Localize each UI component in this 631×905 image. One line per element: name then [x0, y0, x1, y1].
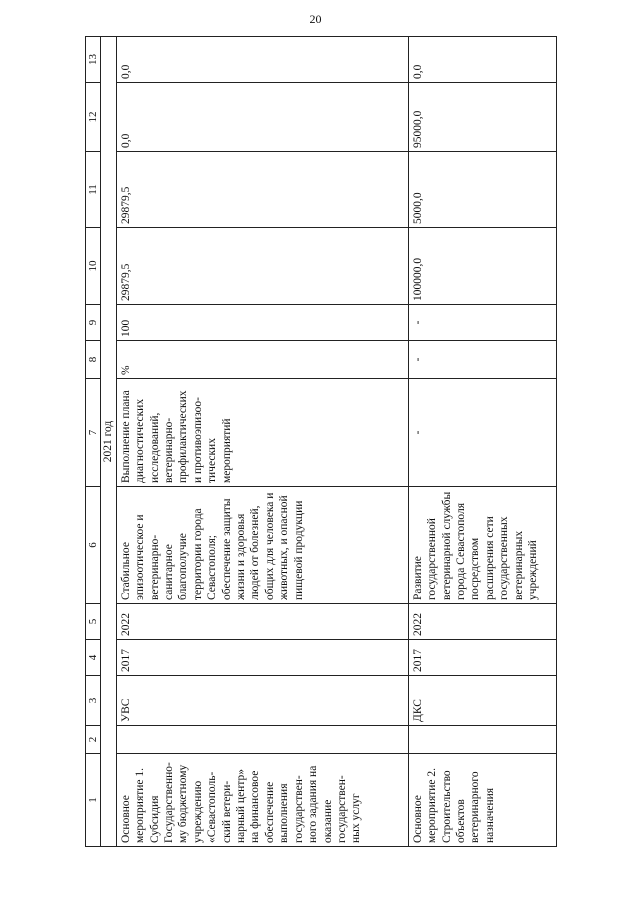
executor: ДКС [408, 676, 556, 726]
start-year: 2017 [408, 640, 556, 676]
header-cell: 3 [86, 676, 101, 726]
indicator: - [408, 379, 556, 487]
executor: УВС [116, 676, 408, 726]
funding-total: 29879,5 [116, 228, 408, 305]
header-cell: 7 [86, 379, 101, 487]
program-table [85, 36, 557, 847]
header-cell: 12 [86, 83, 101, 152]
header-cell: 8 [86, 341, 101, 379]
header-cell: 9 [86, 305, 101, 341]
funding-col13: 0,0 [116, 37, 408, 83]
header-row [86, 37, 101, 847]
header-cell: 1 [86, 754, 101, 847]
year-row [101, 37, 116, 847]
funding-col11: 5000,0 [408, 152, 556, 228]
activity-name: Основное мероприятие 1. Субсидия Государственно-му бюджетному учреждению «Севастополь-ский ветери-нарный центр» на финансовое обеспечение выполнения государствен-ного задания на оказание государствен-ных услуг [116, 754, 408, 847]
funding-col13: 0,0 [408, 37, 556, 83]
page-number: 20 [309, 12, 322, 26]
target-value: 100 [116, 305, 408, 341]
funding-col12: 0,0 [116, 83, 408, 152]
header-cell: 4 [86, 640, 101, 676]
table-row [408, 37, 556, 847]
funding-total: 100000,0 [408, 228, 556, 305]
funding-col11: 29879,5 [116, 152, 408, 228]
header-cell: 5 [86, 604, 101, 640]
cell-col2 [408, 726, 556, 754]
header-cell: 11 [86, 152, 101, 228]
cell-col2 [116, 726, 408, 754]
header-cell: 2 [86, 726, 101, 754]
expected-result: Развитие государственной ветеринарной службы города Севастополя посредством расширения сети государственных ветеринарных учреждений [408, 487, 556, 604]
target-value: - [408, 305, 556, 341]
activity-name: Основное мероприятие 2. Строительство объектов ветеринарного назначения [408, 754, 556, 847]
end-year: 2022 [116, 604, 408, 640]
header-cell: 13 [86, 37, 101, 83]
end-year: 2022 [408, 604, 556, 640]
year-label: 2021 год [101, 37, 116, 847]
header-cell: 6 [86, 487, 101, 604]
start-year: 2017 [116, 640, 408, 676]
table-row [116, 37, 408, 847]
unit: - [408, 341, 556, 379]
expected-result: Стабильное эпизоотическое и ветеринарно-санитарное благополучие территории города Севастополя; обеспечение защиты жизни и здоровья людей от болезней, общих для человека и животных, и опасной пищевой продукции [116, 487, 408, 604]
unit: % [116, 341, 408, 379]
indicator: Выполнение плана диагностических исследований, ветеринарно-профилактических и противоэпизоо-тических мероприятий [116, 379, 408, 487]
header-cell: 10 [86, 228, 101, 305]
funding-col12: 95000,0 [408, 83, 556, 152]
rotated-table-container [85, 37, 557, 847]
